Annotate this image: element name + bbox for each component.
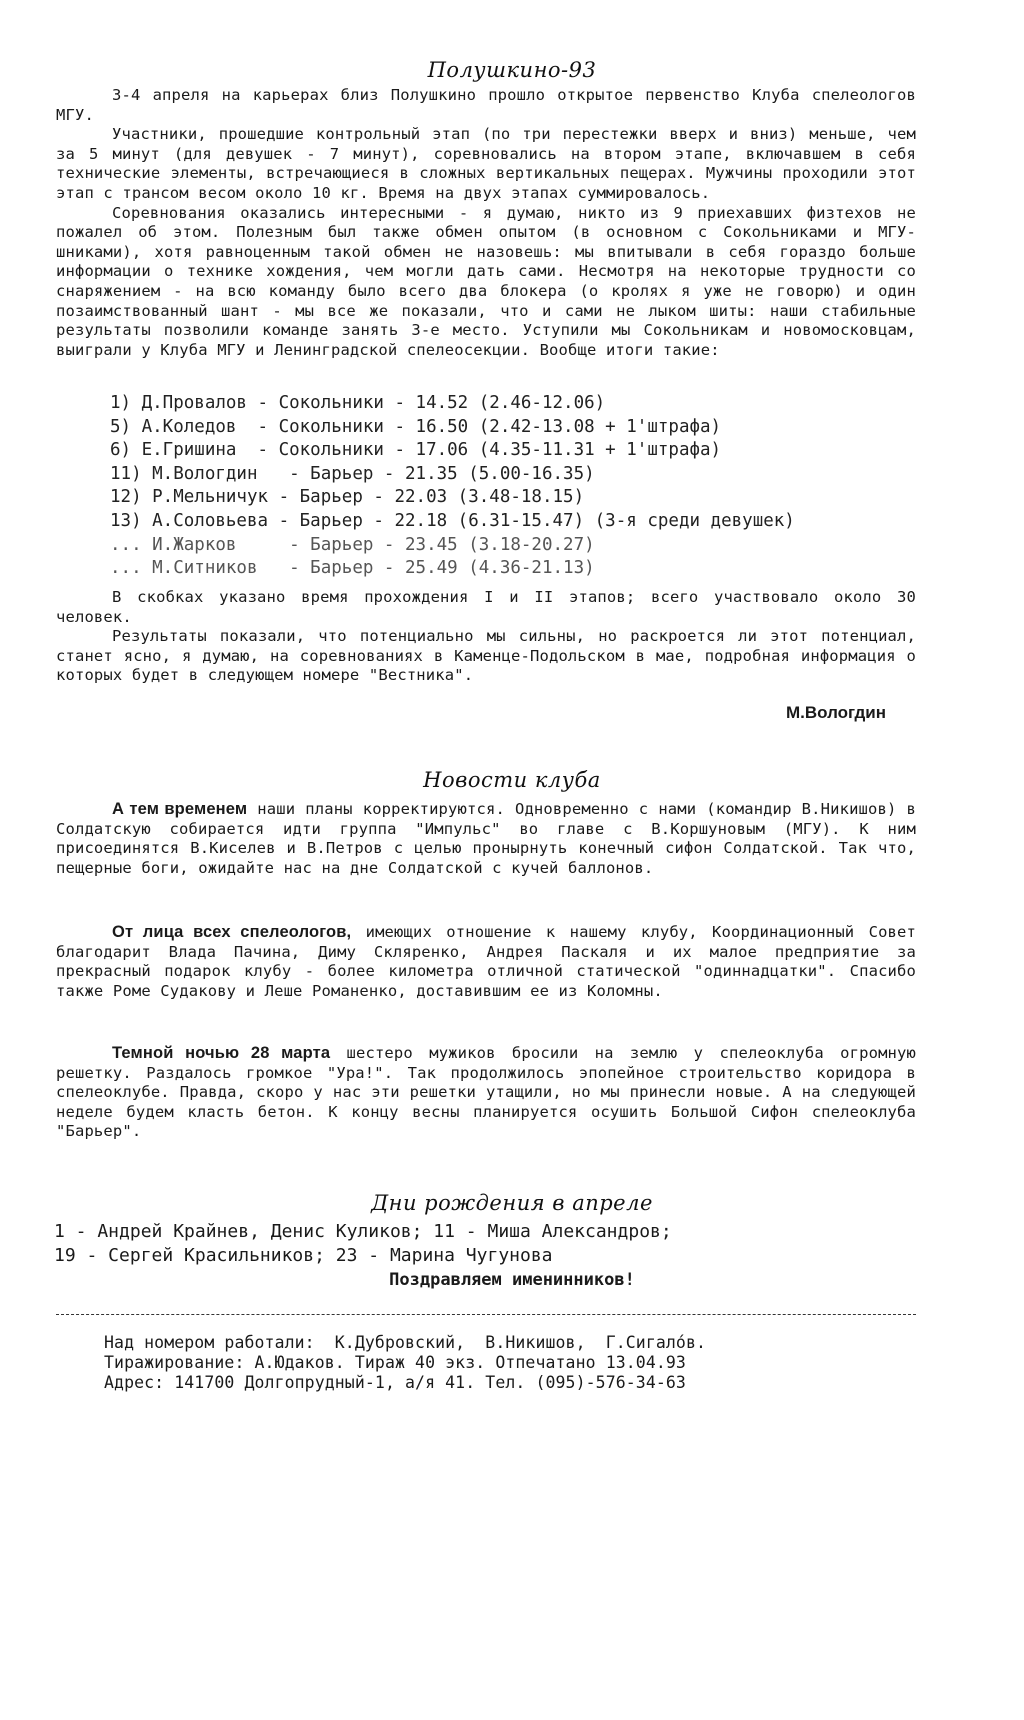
- news-lead: А тем временем: [112, 800, 248, 818]
- news-lead: От лица всех спелеологов,: [112, 923, 352, 941]
- birthday-line: 1 - Андрей Крайнев, Денис Куликов; 11 - Миша Александров;: [54, 1221, 672, 1242]
- footer-divider: [56, 1314, 916, 1315]
- news-block-3: [56, 1044, 916, 1142]
- birthday-line: 19 - Сергей Красильников; 23 - Марина Чугунова: [54, 1245, 553, 1266]
- result-row: 5) А.Коледов - Сокольники - 16.50 (2.42-13.08 + 1'штрафа): [110, 416, 722, 437]
- result-row: ... М.Ситников - Барьер - 25.49 (4.36-21.13): [110, 558, 595, 579]
- news-text: наши планы корректируются. Одновременно с нами (командир В.Никишов) в Солдатскую собирается идти группа "Импульс" во главе с В.Коршуновым (МГУ). К ним присоединятся В.Киселев и В.Петров с целью пронырнуть конечный сифон Солдатской. Так что, пещерные боги, ожидайте нас на дне Солдатской с кучей баллонов.: [56, 800, 916, 877]
- news-block-2: [56, 923, 916, 1001]
- paragraph-results: Результаты показали, что потенциально мы сильны, но раскроется ли этот потенциал, станет ясно, я думаю, на соревнованиях в Каменце-Подольском в мае, подробная информация о которых будет в следующем номере "Вестника".: [56, 627, 916, 685]
- paragraph-participants: Участники, прошедшие контрольный этап (по три перестежки вверх и вниз) меньше, чем за 5 минут (для девушек - 7 минут), соревновались на втором этапе, включавшем в себя технические элементы, встречающиеся в сложных вертикальных пещерах. Мужчины проходили этот этап с трансом весом около 10 кг. Время на двух этапах суммировалось.: [56, 125, 916, 202]
- credits-line: Адрес: 141700 Долгопрудный-1, а/я 41. Тел. (095)-576-34-63: [104, 1373, 686, 1392]
- news-block-1: [56, 800, 916, 878]
- news-text: имеющих отношение к нашему клубу, Координационный Совет благодарит Влада Пачина, Диму Скляренко, Андрея Паскаля и их малое предприятие за прекрасный подарок клубу - более километра отличной статической "одиннадцатки". Спасибо также Роме Судакову и Леше Романенко, доставившим ее из Коломны.: [56, 923, 916, 1000]
- result-row: 11) М.Вологдин - Барьер - 21.35 (5.00-16.35): [110, 463, 595, 484]
- paragraph-competition: Соревнования оказались интересными - я думаю, никто из 9 приехавших физтехов не пожалел об этом. Полезным был также обмен опытом (в основном с Сокольниками и МГУ-шниками), хотя равноценным такой обмен не назовешь: мы впитывали в себя гораздо больше информации о технике хождения, чем могли дать сами. Несмотря на некоторые трудности со снаряжением - на всю команду было всего два блокера (о кролях я уже не говорю) и один позаимствованный шант - мы все же показали, что и сами не лыком шиты: наши стабильные результаты позволили команде занять 3-е место. Уступили мы Сокольникам и новомосковцам, выиграли у Клуба МГУ и Ленинградской спелеосекции. Вообще итоги такие:: [56, 203, 916, 359]
- paragraph-note: В скобках указано время прохождения I и II этапов; всего участвовало около 30 человек.: [56, 588, 916, 626]
- result-row: 1) Д.Провалов - Сокольники - 14.52 (2.46-12.06): [110, 393, 606, 413]
- result-row: 6) Е.Гришина - Сокольники - 17.06 (4.35-11.31 + 1'штрафа): [110, 440, 722, 461]
- birthday-congrats: Поздравляем именинников!: [389, 1270, 635, 1290]
- article-signature: М.Вологдин: [785, 703, 886, 722]
- credits-line: Тиражирование: А.Юдаков. Тираж 40 экз. Отпечатано 13.04.93: [104, 1353, 686, 1372]
- section-title-birthdays: Дни рождения в апреле: [371, 1191, 653, 1215]
- section-title-club-news: Новости клуба: [423, 768, 601, 792]
- paragraph-intro: 3-4 апреля на карьерах близ Полушкино прошло открытое первенство Клуба спелеологов МГУ.: [56, 86, 916, 124]
- article-polushkino: [56, 86, 916, 360]
- news-text: шестеро мужиков бросили на землю у спелеоклуба огромную решетку. Раздалось громкое "Ура!". Так продолжилось эпопейное строительство коридора в спелеоклубе. Правда, скоро у нас эти решетки утащили, но мы принесли новые. А на следующей неделе будем класть бетон. К концу весны планируется осушить Большой Сифон спелеоклуба "Барьер".: [56, 1044, 916, 1141]
- article-polushkino-conclusion: [56, 588, 916, 686]
- result-row: ... И.Жарков - Барьер - 23.45 (3.18-20.27): [110, 534, 595, 555]
- credits-line: Над номером работали: К.Дубровский, В.Никишов, Г.Сигало́в.: [104, 1333, 707, 1352]
- result-row: 13) А.Соловьева - Барьер - 22.18 (6.31-15.47) (3-я среди девушек): [110, 510, 795, 531]
- result-row: 12) Р.Мельничук - Барьер - 22.03 (3.48-18.15): [110, 487, 585, 508]
- news-lead: Темной ночью 28 марта: [112, 1044, 331, 1062]
- results-list: [110, 392, 930, 581]
- section-title-polushkino: Полушкино-93: [427, 58, 597, 82]
